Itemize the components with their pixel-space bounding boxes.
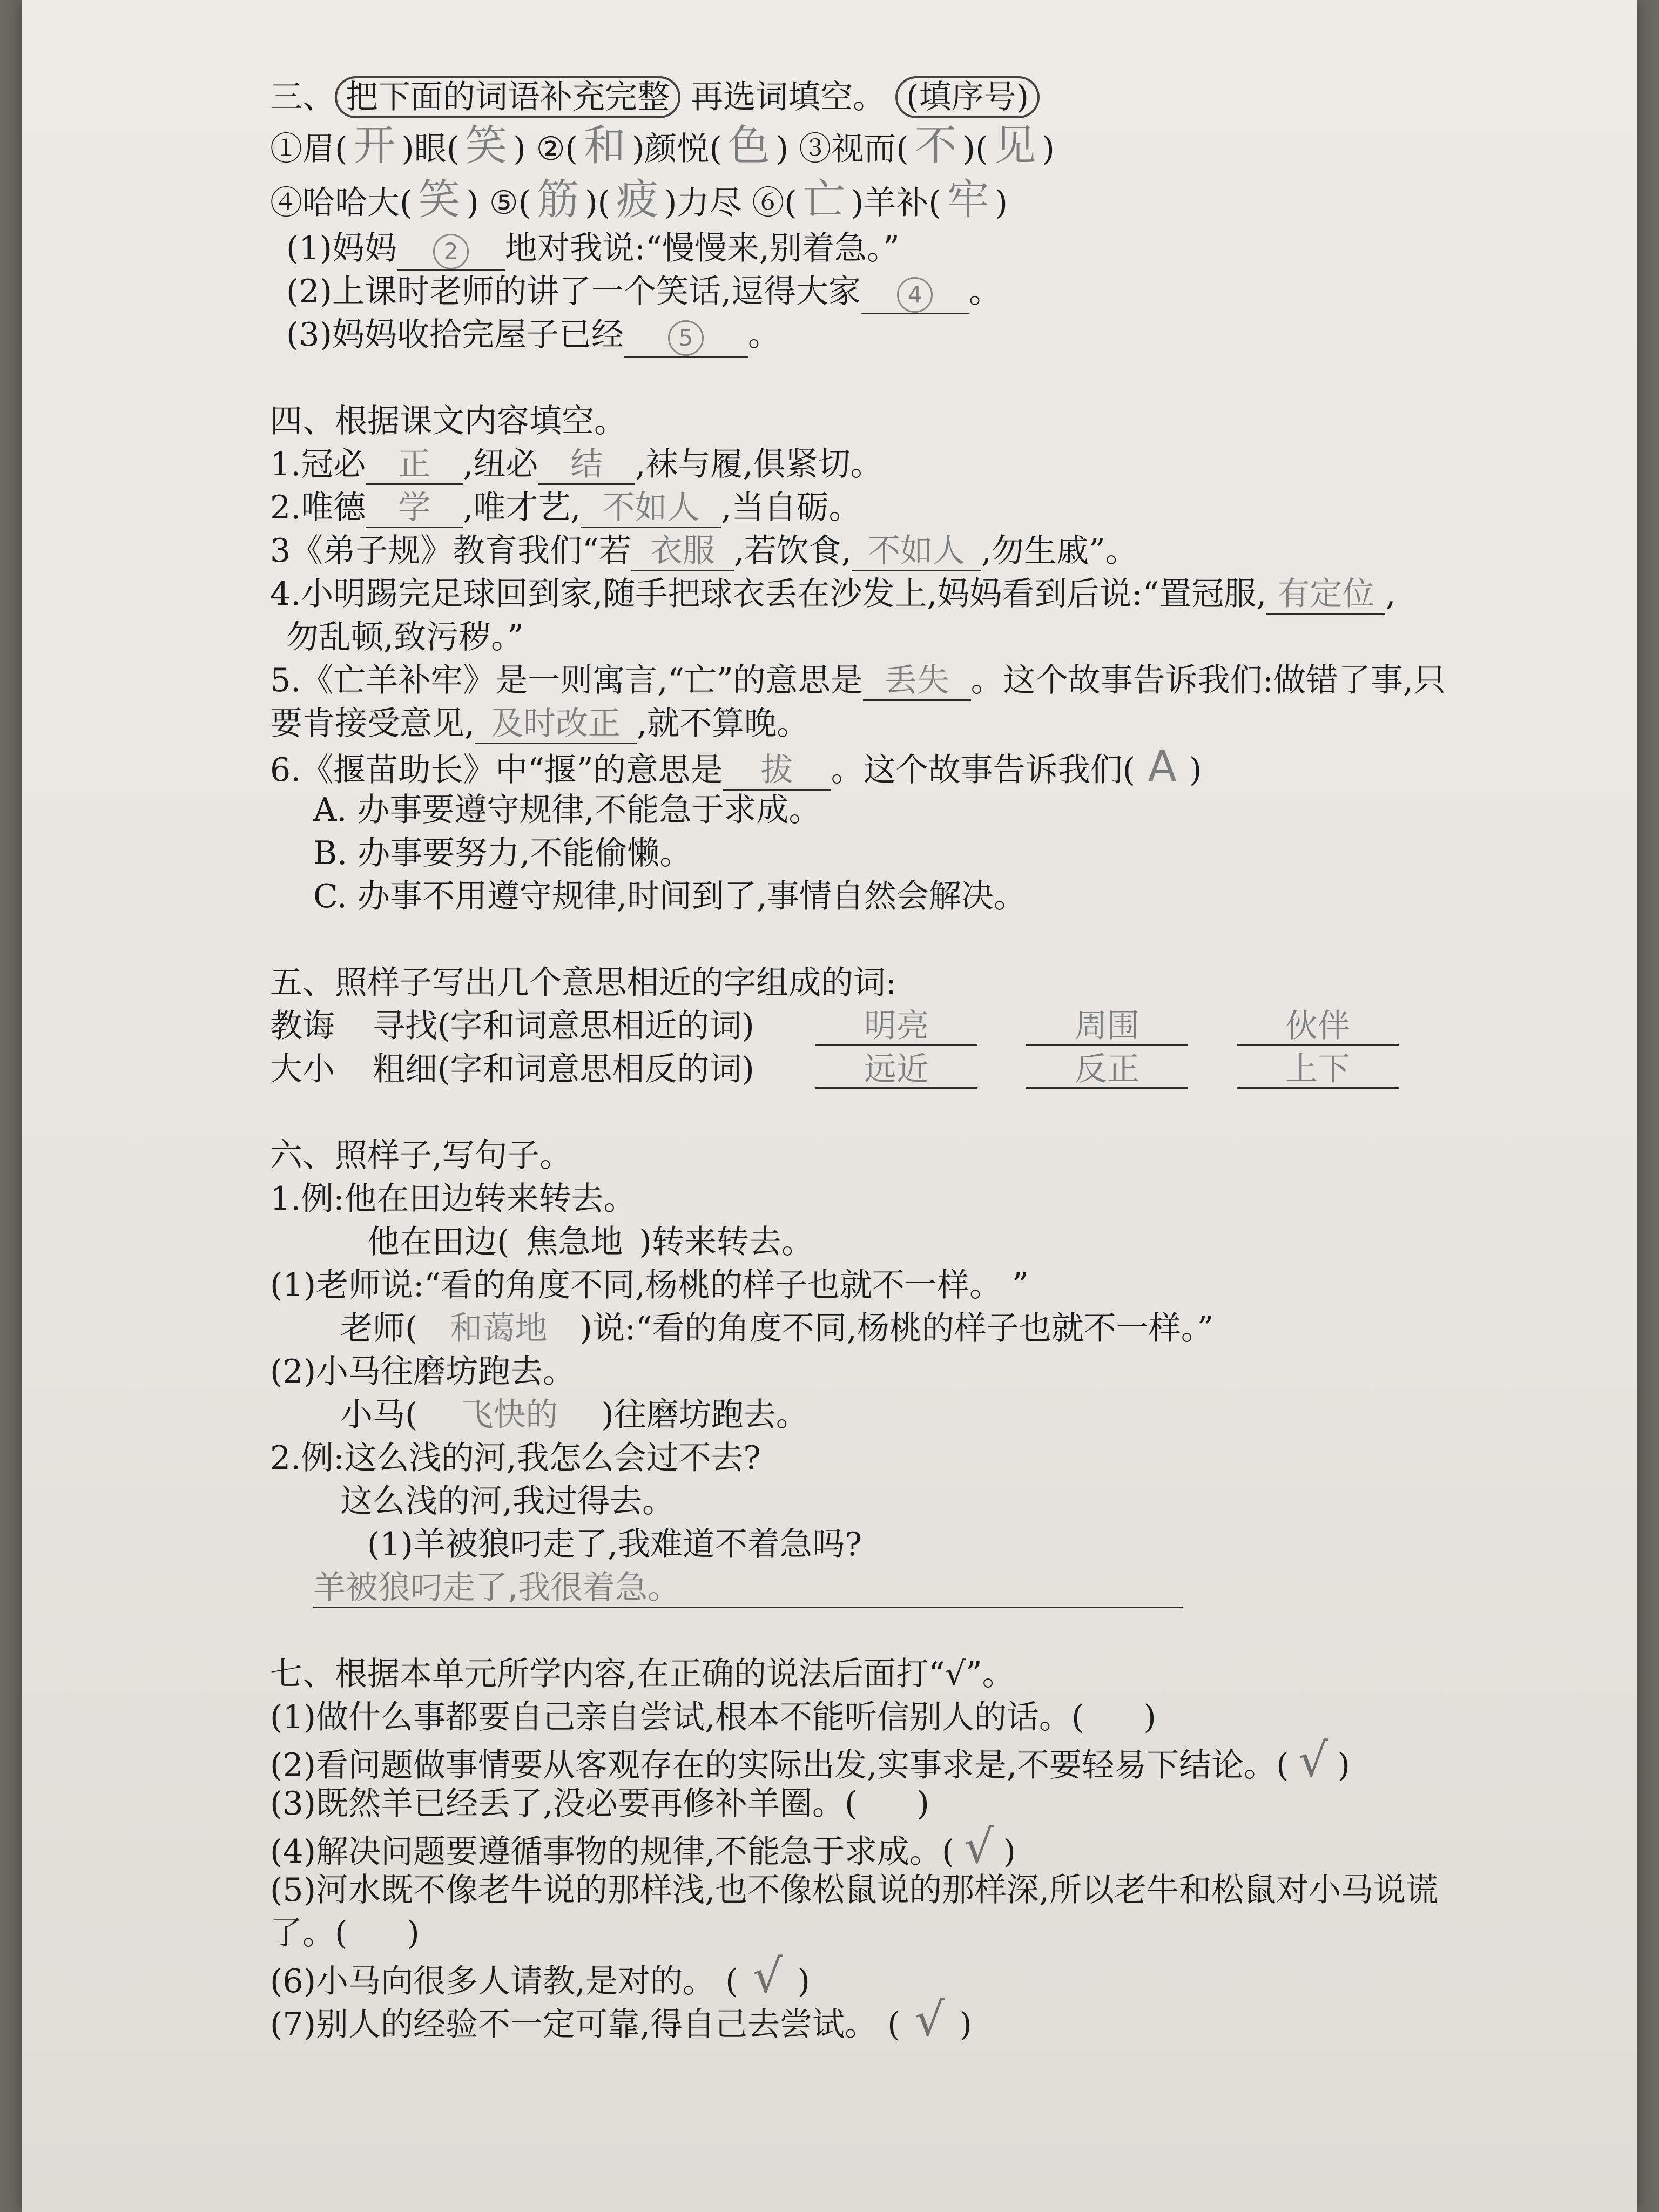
text: ) ③视而( [775, 130, 909, 168]
option-b: B. 办事要努力,不能偷懒。 [313, 834, 692, 872]
section4-line4b: 勿乱顿,致污秽。” [286, 618, 524, 656]
section7-items [270, 1696, 1577, 2047]
text: (3)妈妈收拾完屋子已经 [286, 316, 624, 354]
section5-row1 [270, 1004, 1577, 1048]
text: )羊补( [851, 184, 941, 222]
text: 了。( [270, 1914, 348, 1952]
text: (5)河水既不像老牛说的那样浅,也不像松鼠说的那样深,所以老牛和松鼠对小马说谎 [270, 1871, 1439, 1909]
answer-blank[interactable]: 有定位 [1266, 575, 1385, 615]
word-answer[interactable]: 伙伴 [1237, 1008, 1399, 1046]
answer-blank[interactable]: 衣服 [631, 532, 734, 571]
text: )( [585, 184, 610, 222]
text: ,袜与履,俱紧切。 [635, 446, 883, 483]
text: ) [995, 184, 1008, 222]
spacer [270, 356, 1577, 400]
text: 。 [969, 273, 1002, 311]
word-answer[interactable]: 上下 [1237, 1051, 1399, 1089]
answer-blank[interactable]: 及时改正 [475, 705, 637, 744]
text: ) [1143, 1698, 1156, 1736]
spacer [270, 1091, 1577, 1134]
word-answer[interactable]: 远近 [815, 1051, 977, 1089]
text: ) [1189, 751, 1202, 789]
word-answer[interactable]: 反正 [1026, 1051, 1188, 1089]
answer-blank[interactable] [397, 230, 505, 271]
text: (1)妈妈 [286, 230, 397, 267]
circled-number-answer: 5 [668, 320, 704, 356]
answer-blank[interactable]: 结 [538, 446, 635, 485]
answer-blank[interactable] [861, 273, 969, 314]
section3-instruction: 再选词填空。 [680, 78, 896, 116]
section5-row2 [270, 1048, 1577, 1091]
text: )往磨坊跑去。 [601, 1396, 808, 1434]
answer-blank[interactable]: 丢失 [863, 662, 971, 701]
text: 地对我说:“慢慢来,别着急。” [505, 230, 900, 267]
text: (2)上课时老师的讲了一个笑话,逗得大家 [286, 273, 861, 311]
idiom-answer[interactable]: 色 [727, 122, 770, 170]
text: ) [1337, 1746, 1350, 1784]
judgement-item [270, 1734, 1577, 1788]
text: 要肯接受意见, [270, 705, 475, 743]
section6-q1-answer [270, 1307, 1577, 1350]
text: (4)解决问题要遵循事物的规律,不能急于求成。( [270, 1833, 955, 1871]
text: 6.《揠苗助长》中“揠”的意思是 [270, 751, 723, 789]
check-mark-slot[interactable]: √ [753, 1950, 783, 2004]
text: )眼( [401, 130, 460, 168]
text: ) ⑤( [466, 184, 531, 222]
text: ) [407, 1914, 420, 1952]
sentence-answer[interactable]: 飞快的 [461, 1396, 558, 1434]
check-mark-slot[interactable]: √ [1298, 1734, 1328, 1788]
text: ④哈哈大( [270, 184, 413, 222]
section3-fill-note: (填序号) [895, 76, 1040, 118]
judgement-item [270, 1820, 1577, 1874]
text: )( [962, 130, 988, 168]
judgement-item [270, 1696, 1577, 1739]
judgement-item [270, 1993, 1577, 2047]
worksheet-paper [22, 0, 1637, 2212]
section6-title: 六、照样子,写句子。 [270, 1137, 572, 1175]
text: ) ②( [513, 130, 578, 168]
answer-blank[interactable] [624, 316, 748, 358]
text: ) [916, 1785, 929, 1823]
text: , [1385, 575, 1396, 613]
option-a: A. 办事要遵守规律,不能急于求成。 [313, 791, 821, 829]
text: ,勿生戚”。 [981, 532, 1138, 570]
text: 1.冠必 [270, 446, 366, 483]
text: (2)看问题做事情要从客观存在的实际出发,实事求是,不要轻易下结论。( [270, 1746, 1289, 1784]
section3-q2 [270, 270, 1577, 313]
text: ,就不算晚。 [637, 705, 810, 743]
check-mark-slot[interactable]: √ [915, 1993, 945, 2047]
sentence-answer[interactable]: 和蔼地 [450, 1310, 548, 1347]
idiom-answer[interactable]: 牢 [947, 176, 989, 224]
text: (6)小马向很多人请教,是对的。 ( [270, 1963, 738, 2000]
text: ,纽必 [463, 446, 538, 483]
text: (1)做什么事都要自己亲自尝试,根本不能听信别人的话。( [270, 1698, 1084, 1736]
section6-example2: 2.例:这么浅的河,我怎么会过不去? [270, 1439, 761, 1477]
text: ) [1042, 130, 1055, 168]
text: ) [797, 1963, 810, 2000]
judgement-item-continued [270, 1912, 1577, 1955]
text: 2.唯德 [270, 489, 366, 527]
section6-example2-answer: 这么浅的河,我过得去。 [340, 1482, 675, 1520]
idiom-answer[interactable]: 和 [583, 122, 626, 170]
idiom-answer[interactable]: 不 [914, 122, 957, 170]
judgement-item [270, 1782, 1577, 1825]
answer-blank[interactable]: 拔 [723, 751, 831, 791]
text: 3《弟子规》教育我们“若 [270, 532, 631, 570]
section3-idiom-row2 [270, 173, 1577, 227]
section4-line3 [270, 529, 1577, 572]
text: ,若饮食, [733, 532, 852, 570]
section6-example1: 1.例:他在田边转来转去。 [270, 1180, 636, 1218]
section3-idiom-row1 [270, 119, 1577, 173]
idiom-answer[interactable]: 筋 [537, 176, 579, 224]
check-mark-slot[interactable]: √ [964, 1820, 994, 1874]
section7-title: 七、根据本单元所学内容,在正确的说法后面打“√”。 [270, 1655, 1015, 1693]
text: ) [959, 2006, 972, 2044]
text: )力尽 ⑥( [664, 184, 797, 222]
section5-title: 五、照样子写出几个意思相近的字组成的词: [270, 964, 897, 1002]
text: ) [1003, 1833, 1016, 1871]
choice-answer[interactable]: A [1148, 743, 1177, 791]
section6-q1: (1)老师说:“看的角度不同,杨桃的样子也就不一样。 ” [270, 1266, 1029, 1304]
section6-example1-answer [270, 1220, 1577, 1264]
example-explanation: 粗细(字和词意思相反的词) [373, 1050, 754, 1088]
answer-blank[interactable]: 正 [366, 446, 463, 485]
text: 他在田边( [367, 1223, 510, 1261]
idiom-answer[interactable]: 开 [353, 122, 396, 170]
section6-q2-answer [270, 1393, 1577, 1437]
answer-blank[interactable]: 不如人 [852, 532, 981, 571]
text: 4.小明踢完足球回到家,随手把球衣丢在沙发上,妈妈看到后说:“置冠服, [270, 575, 1267, 613]
section3-q1 [270, 227, 1577, 270]
text: 小马( [340, 1396, 418, 1434]
circled-number-answer: 4 [897, 277, 933, 313]
text: ①眉( [270, 130, 348, 168]
worksheet-content [270, 76, 1577, 2047]
option-c: C. 办事不用遵守规律,时间到了,事情自然会解决。 [313, 878, 1027, 915]
section6-q2: (2)小马往磨坊跑去。 [270, 1353, 575, 1391]
example-explanation: 寻找(字和词意思相近的词) [373, 1007, 754, 1045]
example-word: 大小 [270, 1050, 335, 1088]
text: ,唯才艺, [463, 489, 581, 527]
word-answer[interactable]: 周围 [1026, 1008, 1188, 1046]
text: 。这个故事告诉我们:做错了事,只 [970, 662, 1446, 699]
section4-line4a [270, 572, 1577, 616]
example-fill: 焦急地 [525, 1223, 623, 1261]
text: )说:“看的角度不同,杨桃的样子也就不一样。” [579, 1310, 1214, 1347]
sentence-answer[interactable]: 羊被狼叼走了,我很着急。 [313, 1569, 1183, 1608]
spacer [270, 1609, 1577, 1653]
idiom-answer[interactable]: 见 [994, 122, 1036, 170]
section3-circled-instruction: 把下面的词语补充完整 [335, 76, 680, 118]
idiom-answer[interactable]: 笑 [465, 122, 508, 170]
text: )转来转去。 [639, 1223, 814, 1261]
idiom-answer[interactable]: 亡 [802, 176, 845, 224]
answer-blank[interactable]: 不如人 [581, 489, 721, 528]
section4-title: 四、根据课文内容填空。 [270, 402, 626, 440]
spacer [270, 918, 1577, 961]
judgement-item [270, 1869, 1577, 1912]
section3-number: 三、 [270, 78, 335, 116]
section4-line5b [270, 702, 1577, 745]
text: (7)别人的经验不一定可靠,得自己去尝试。 ( [270, 2006, 900, 2044]
idiom-answer[interactable]: 笑 [418, 176, 461, 224]
section3-title [270, 76, 1577, 119]
judgement-item [270, 1950, 1577, 2004]
example-word: 教诲 [270, 1007, 335, 1045]
text: 老师( [340, 1310, 418, 1347]
text: (3)既然羊已经丢了,没必要再修补羊圈。( [270, 1785, 858, 1823]
text: ,当自砺。 [721, 489, 861, 527]
section4-line2 [270, 486, 1577, 529]
section3-q3 [270, 313, 1577, 356]
section4-line1 [270, 443, 1577, 486]
section4-line5a [270, 659, 1577, 702]
text: 。这个故事告诉我们( [831, 751, 1136, 789]
text: )颜悦( [631, 130, 722, 168]
section6-q3: (1)羊被狼叼走了,我难道不着急吗? [367, 1526, 862, 1563]
idiom-answer[interactable]: 疲 [616, 176, 658, 224]
section4-line6 [270, 743, 1577, 791]
text: 。 [748, 316, 780, 354]
circled-number-answer: 2 [433, 234, 469, 269]
section6-q3-answer-line [270, 1566, 1577, 1609]
word-answer[interactable]: 明亮 [815, 1008, 977, 1046]
answer-blank[interactable]: 学 [366, 489, 463, 528]
text: 5.《亡羊补牢》是一则寓言,“亡”的意思是 [270, 662, 863, 699]
